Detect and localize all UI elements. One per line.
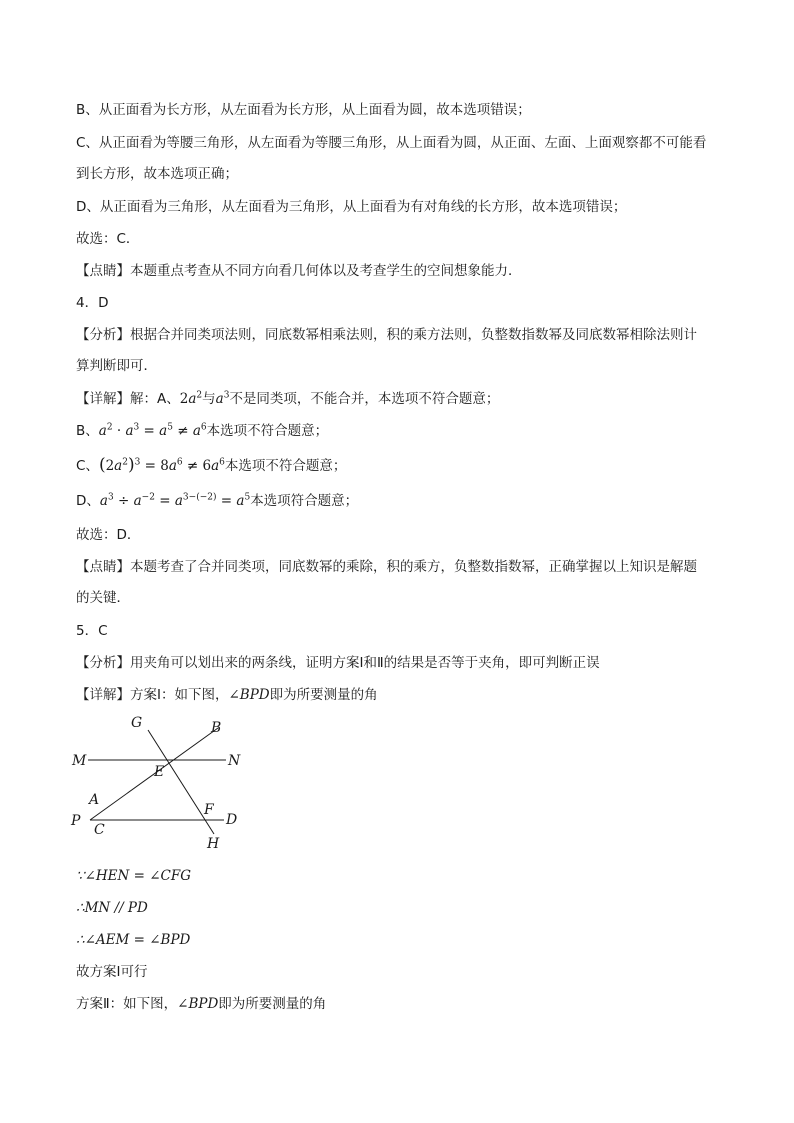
q3-comment: 【点睛】本题重点考查从不同方向看几何体以及考查学生的空间想象能力． [76, 263, 522, 279]
label-g: G [131, 715, 143, 731]
q3-option-c-line1: C、从正面看为等腰三角形，从左面看为等腰三角形，从上面看为圆，从正面、左面、上面观察都不可能看 [76, 135, 707, 151]
q5-step2: ∴MN // PD [76, 900, 148, 916]
label-e: E [154, 764, 165, 780]
label-m: M [72, 753, 87, 769]
q4-answer: 故选：D． [76, 527, 141, 543]
q4-option-c-text: 本选项不符合题意； [224, 458, 347, 474]
q5-heading: 5．C [76, 623, 108, 639]
q5-detail-suffix: 即为所要测量的角 [269, 687, 378, 703]
q4-detail-suffix: 不是同类项，不能合并，本选项不符合题意； [229, 391, 500, 407]
q4-option-c: C、$(2a^2)^3 = 8a^6 \ne 6a^6$本选项不符合题意； [76, 455, 347, 475]
label-p: P [71, 813, 81, 829]
q5-conclusion1: 故方案Ⅰ可行 [76, 964, 148, 980]
q3-option-c-line2: 到长方形，故本选项正确； [76, 166, 238, 182]
q4-option-b: B、$a^2 \cdot a^3 = a^5 \ne a^6$本选项不符合题意； [76, 422, 329, 439]
q5-geometry-figure [66, 710, 266, 855]
q5-detail-angle: ∠BPD [228, 687, 270, 703]
q4-detail-option-a: 【详解】解：A、$2a^2$与$a^3$不是同类项，不能合并，本选项不符合题意； [76, 390, 500, 407]
q4-comment-line1: 【点睛】本题考查了合并同类项，同底数幂的乘除，积的乘方，负整数指数幂，正确掌握以上知识是解题 [76, 559, 697, 575]
q4-analysis-line2: 算判断即可． [76, 358, 157, 374]
label-n: N [228, 753, 241, 769]
label-c: C [94, 822, 105, 838]
q5-plan2-prefix: 方案Ⅱ：如下图， [76, 996, 178, 1012]
q4-option-d-text: 本选项符合题意； [250, 493, 359, 509]
label-f: F [204, 802, 214, 818]
line-gh [148, 730, 214, 834]
q5-plan2 [76, 994, 326, 1014]
label-b: B [211, 720, 222, 736]
label-d: D [226, 812, 238, 828]
q3-option-d: D、从正面看为三角形，从左面看为三角形，从上面看为有对角线的长方形，故本选项错误； [76, 199, 627, 215]
q4-comment-line2: 的关键． [76, 590, 130, 606]
q4-option-d: D、$a^3 \div a^{-2} = a^{3-(-2)} = a^5$本选项符合题意； [76, 492, 359, 509]
q3-answer: 故选：C． [76, 231, 140, 247]
q5-analysis: 【分析】用夹角可以划出来的两条线，证明方案Ⅰ和Ⅱ的结果是否等于夹角，即可判断正误 [76, 655, 600, 671]
q5-step1: ∵∠HEN = ∠CFG [76, 868, 192, 884]
q4-detail-prefix: 【详解】解：A、 [76, 391, 180, 407]
q5-detail-prefix: 【详解】方案Ⅰ：如下图， [76, 687, 229, 703]
q3-option-b: B、从正面看为长方形，从左面看为长方形，从上面看为圆，故本选项错误； [76, 102, 531, 118]
label-h: H [207, 836, 220, 852]
q5-step3: ∴∠AEM = ∠BPD [76, 932, 191, 948]
q5-plan2-angle: ∠BPD [177, 996, 219, 1012]
q5-plan2-suffix: 即为所要测量的角 [218, 996, 327, 1012]
q4-analysis-line1: 【分析】根据合并同类项法则，同底数幂相乘法则，积的乘方法则，负整数指数幂及同底数幂相除法则计 [76, 327, 697, 343]
q4-heading: 4．D [76, 295, 109, 311]
q5-detail [76, 685, 378, 705]
q4-option-b-text: 本选项不符合题意； [206, 423, 329, 439]
label-a: A [89, 792, 100, 808]
